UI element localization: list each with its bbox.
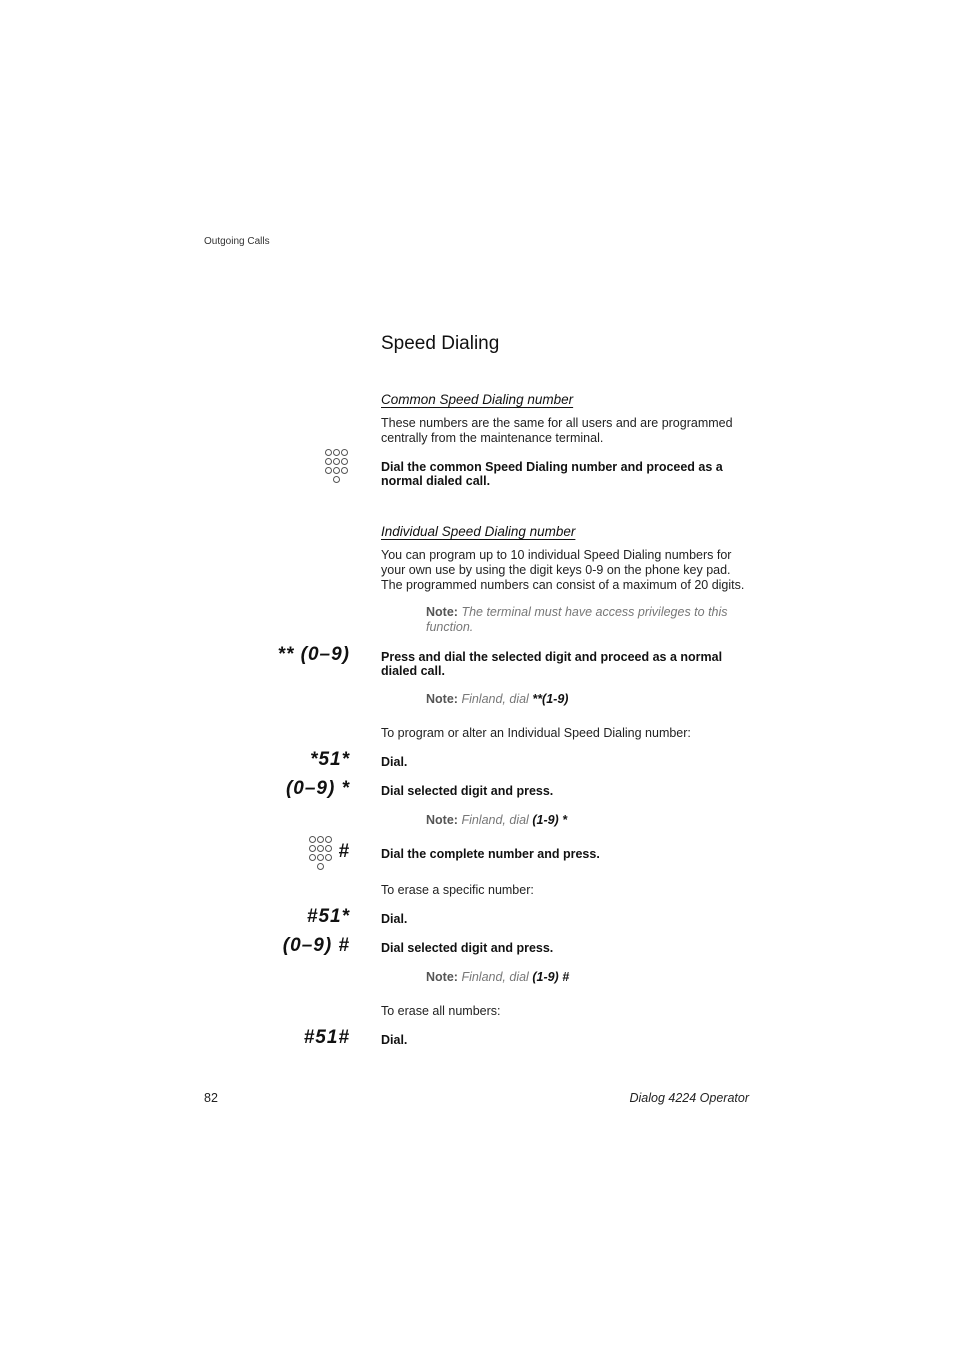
common-body: These numbers are the same for all users and are programmed centrally from the maintenance terminal. bbox=[381, 416, 733, 445]
note-label: Note: bbox=[426, 970, 458, 984]
note-finland-1 bbox=[426, 692, 746, 707]
note-sequence: (1-9) * bbox=[532, 813, 568, 827]
note-label: Note: bbox=[426, 605, 458, 619]
common-instruction: Dial the common Speed Dialing number and proceed as a normal dialed call. bbox=[381, 460, 723, 488]
note-sequence: (1-9) # bbox=[532, 970, 570, 984]
note-prefix: Finland, dial bbox=[461, 692, 529, 706]
keypad-icon bbox=[325, 449, 351, 485]
product-name: Dialog 4224 Operator bbox=[629, 1091, 749, 1105]
individual-heading: Individual Speed Dialing number bbox=[381, 524, 576, 539]
note-prefix: Finland, dial bbox=[461, 813, 529, 827]
individual-body: You can program up to 10 individual Speed Dialing numbers for your own use by using the digit keys 0-9 on the phone key pad. The programmed numbers can consist of a maximum of 20 digits. bbox=[381, 548, 745, 592]
note-finland-3 bbox=[426, 970, 746, 985]
key-sequence-digit-hash: (0–9) # bbox=[282, 935, 350, 956]
note-label: Note: bbox=[426, 692, 458, 706]
erase-all-intro: To erase all numbers: bbox=[381, 1004, 501, 1018]
note-label: Note: bbox=[426, 813, 458, 827]
instruction-press-dial: Press and dial the selected digit and proceed as a normal dialed call. bbox=[381, 650, 723, 678]
key-sequence-digit-star: (0–9) * bbox=[285, 778, 350, 799]
key-sequence-star-51-star: *51* bbox=[310, 749, 350, 770]
instruction-dial: Dial. bbox=[381, 1033, 408, 1047]
note-finland-2 bbox=[426, 813, 746, 828]
instruction-dial-digit-press: Dial selected digit and press. bbox=[381, 784, 554, 798]
instruction-dial-complete: Dial the complete number and press. bbox=[381, 847, 600, 861]
key-sequence-star-star-digit: ** (0–9) bbox=[277, 644, 350, 665]
key-sequence-hash-51-star: #51* bbox=[306, 906, 350, 927]
program-intro: To program or alter an Individual Speed Dialing number: bbox=[381, 726, 691, 740]
erase-intro: To erase a specific number: bbox=[381, 883, 534, 897]
key-hash: # bbox=[338, 841, 350, 862]
page-number: 82 bbox=[204, 1091, 218, 1105]
note-access bbox=[426, 605, 746, 635]
instruction-dial: Dial. bbox=[381, 755, 408, 769]
running-header: Outgoing Calls bbox=[204, 236, 270, 247]
page-title: Speed Dialing bbox=[381, 333, 500, 354]
instruction-dial-digit-press: Dial selected digit and press. bbox=[381, 941, 554, 955]
common-heading: Common Speed Dialing number bbox=[381, 392, 574, 407]
note-text: The terminal must have access privileges to this function. bbox=[426, 605, 728, 634]
instruction-dial: Dial. bbox=[381, 912, 408, 926]
key-sequence-hash-51-hash: #51# bbox=[303, 1027, 350, 1048]
note-prefix: Finland, dial bbox=[461, 970, 529, 984]
note-sequence: **(1-9) bbox=[532, 692, 569, 706]
